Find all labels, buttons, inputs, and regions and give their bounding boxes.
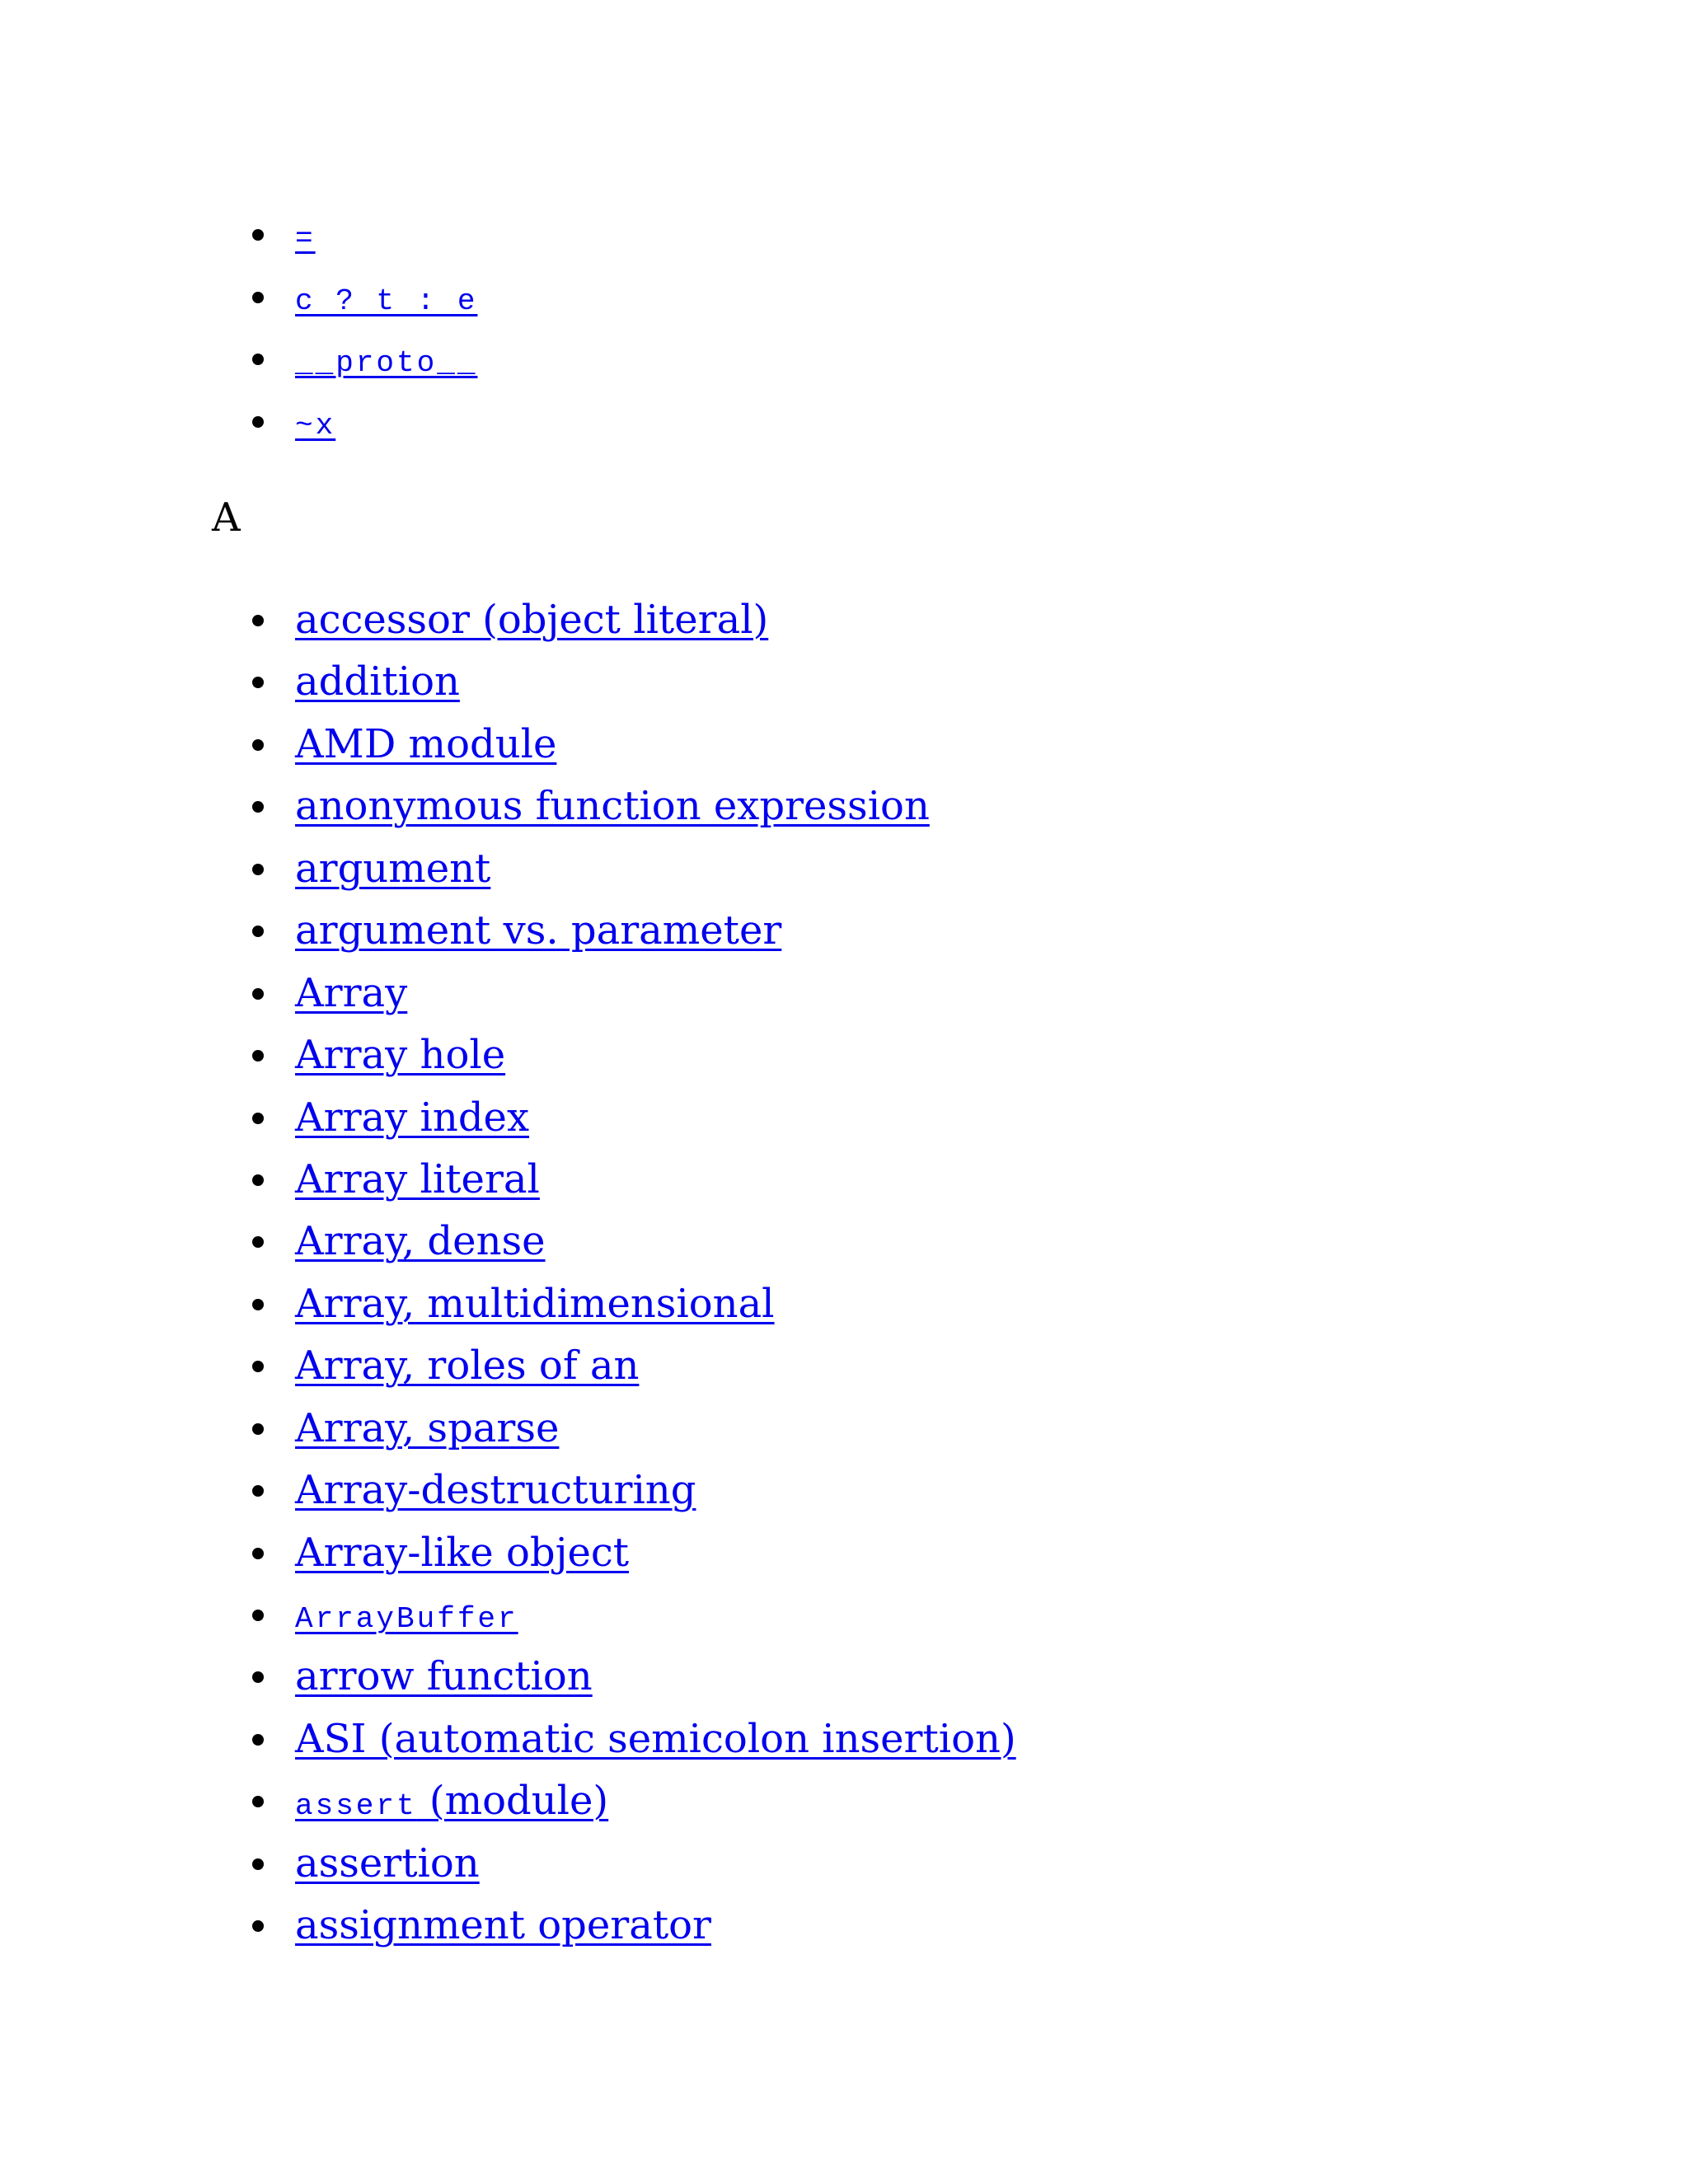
index-link[interactable]: Array — [295, 969, 408, 1016]
bullet — [252, 1423, 264, 1435]
index-link[interactable]: ASI (automatic semicolon insertion) — [295, 1715, 1016, 1762]
index-link[interactable]: Array hole — [295, 1032, 506, 1079]
index-link-arraybuffer[interactable]: ArrayBuffer — [295, 1602, 518, 1636]
bullet — [252, 416, 264, 428]
bullet — [252, 229, 264, 241]
bullet — [252, 1361, 264, 1372]
index-link[interactable]: AMD module — [295, 720, 557, 767]
bullet — [252, 677, 264, 688]
bullet — [252, 1485, 264, 1497]
index-link[interactable]: anonymous function expression — [295, 783, 930, 830]
section-heading-a: A — [212, 494, 241, 541]
bullet — [252, 1174, 264, 1186]
bullet — [252, 1734, 264, 1746]
index-link[interactable]: Array literal — [295, 1155, 540, 1202]
index-link-assert-module[interactable] — [295, 1776, 608, 1831]
index-link-text-part: (module) — [416, 1778, 609, 1825]
index-link[interactable]: Array, dense — [295, 1218, 546, 1265]
index-link-code-part: assert — [295, 1789, 417, 1824]
index-link[interactable]: argument vs. parameter — [295, 907, 782, 954]
bullet — [252, 864, 264, 875]
bullet — [252, 1796, 264, 1807]
bullet — [252, 1858, 264, 1870]
index-link-conditional-operator[interactable]: c ? t : e — [295, 284, 478, 318]
index-link[interactable]: assignment operator — [295, 1902, 711, 1949]
bullet — [252, 1671, 264, 1683]
index-link[interactable]: Array-destructuring — [295, 1467, 696, 1514]
bullet — [252, 615, 264, 626]
bullet — [252, 354, 264, 365]
index-link[interactable]: addition — [295, 658, 460, 705]
bullet — [252, 926, 264, 937]
bullet — [252, 292, 264, 303]
bullet — [252, 801, 264, 813]
index-link[interactable]: accessor (object literal) — [295, 597, 769, 643]
bullet — [252, 988, 264, 1000]
bullet — [252, 1299, 264, 1310]
index-link[interactable]: Array, sparse — [295, 1404, 560, 1451]
index-link[interactable]: arrow function — [295, 1653, 593, 1700]
bullet — [252, 739, 264, 751]
index-link[interactable]: Array, multidimensional — [295, 1280, 775, 1327]
index-link[interactable]: Array, roles of an — [295, 1343, 640, 1390]
index-link[interactable]: Array-like object — [295, 1529, 630, 1576]
bullet — [252, 1050, 264, 1062]
bullet — [252, 1113, 264, 1124]
bullet — [252, 1548, 264, 1559]
index-link[interactable]: Array index — [295, 1094, 530, 1141]
index-link-bitwise-not[interactable]: ~x — [295, 408, 336, 443]
index-link-equals[interactable]: = — [295, 222, 316, 255]
bullet — [252, 1920, 264, 1932]
index-link[interactable]: assertion — [295, 1840, 480, 1886]
index-link-proto[interactable]: __proto__ — [295, 346, 478, 380]
bullet — [252, 1610, 264, 1621]
bullet — [252, 1236, 264, 1248]
index-link[interactable]: argument — [295, 845, 491, 892]
